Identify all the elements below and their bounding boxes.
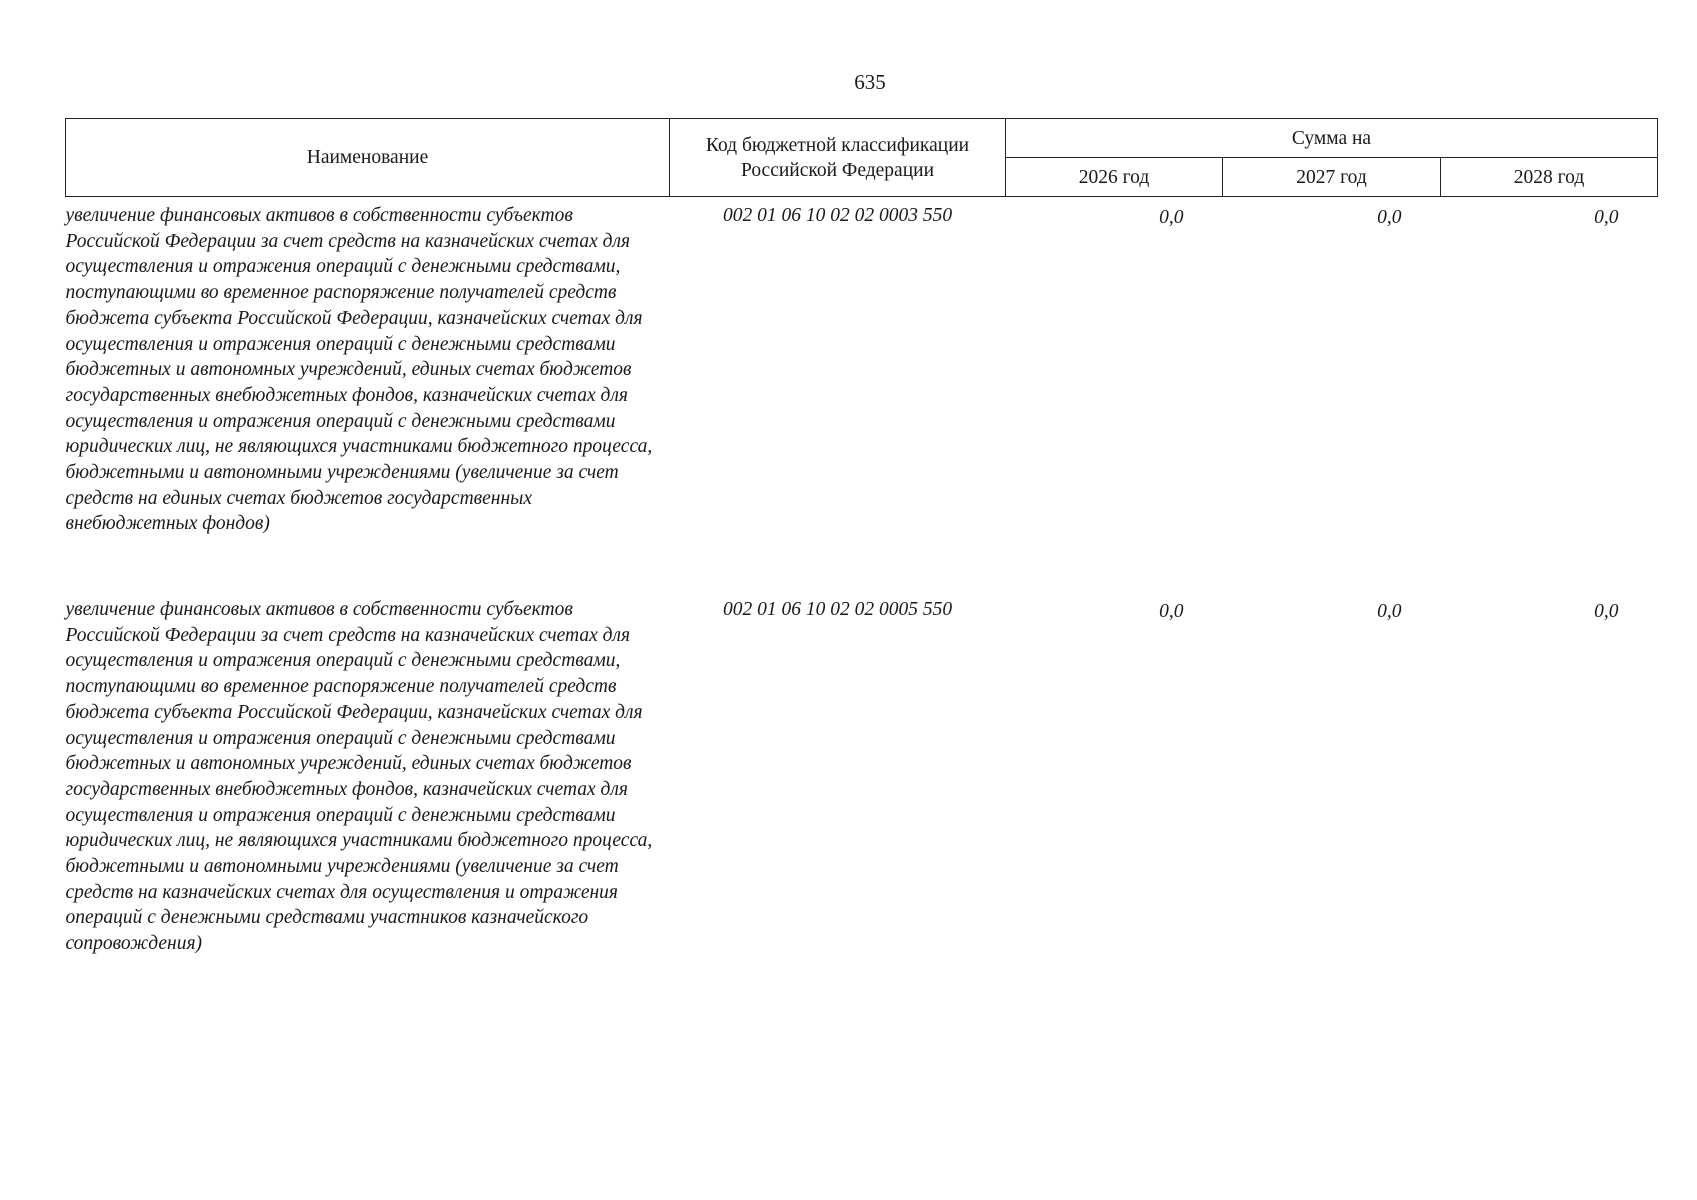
row-code: 002 01 06 10 02 02 0003 550 <box>722 205 953 226</box>
header-year-2026: 2026 год <box>1006 158 1223 197</box>
row-name: увеличение финансовых активов в собственности субъектов Российской Федерации за счет средств на казначейских счетах для осуществления и отражения операций с денежными средствами, поступающими во временное распоряжение получателей средств бюджета субъекта Российской Федерации, казначейских счетах для осуществления и отражения операций с денежными средствами бюджетных и автономных учреждений, единых счетах бюджетов государственных внебюджетных фондов, казначейских счетах для осуществления и отражения операций с денежными средствами юридических лиц, не являющихся участниками бюджетного процесса, бюджетными и автономными учреждениями (увеличение за счет средств на казначейских счетах для осуществления и отражения операций с денежными средствами участников казначейского сопровождения) <box>65 599 653 955</box>
budget-table <box>65 118 1658 957</box>
header-name: Наименование <box>66 119 670 197</box>
row-amount-2026: 0,0 <box>1159 207 1184 228</box>
row-code: 002 01 06 10 02 02 0005 550 <box>722 599 953 620</box>
row-amount-2028: 0,0 <box>1594 207 1619 228</box>
table-header <box>66 119 1658 197</box>
header-sum-group: Сумма на <box>1006 119 1658 158</box>
row-amount-2027: 0,0 <box>1377 207 1402 228</box>
page-number: 635 <box>854 70 886 94</box>
row-name: увеличение финансовых активов в собственности субъектов Российской Федерации за счет средств на казначейских счетах для осуществления и отражения операций с денежными средствами, поступающими во временное распоряжение получателей средств бюджета субъекта Российской Федерации, казначейских счетах для осуществления и отражения операций с денежными средствами бюджетных и автономных учреждений, единых счетах бюджетов государственных внебюджетных фондов, казначейских счетах для осуществления и отражения операций с денежными средствами юридических лиц, не являющихся участниками бюджетного процесса, бюджетными и автономными учреждениями (увеличение за счет средств на единых счетах бюджетов государственных внебюджетных фондов) <box>65 205 653 535</box>
header-code: Код бюджетной классификации Российской Федерации <box>670 119 1006 197</box>
row-amount-2028: 0,0 <box>1594 601 1619 622</box>
row-amount-2027: 0,0 <box>1377 601 1402 622</box>
table-row <box>66 591 1658 957</box>
header-year-2027: 2027 год <box>1223 158 1441 197</box>
table-row <box>66 197 1658 592</box>
header-year-2028: 2028 год <box>1441 158 1658 197</box>
table-body <box>66 197 1658 957</box>
row-amount-2026: 0,0 <box>1159 601 1184 622</box>
